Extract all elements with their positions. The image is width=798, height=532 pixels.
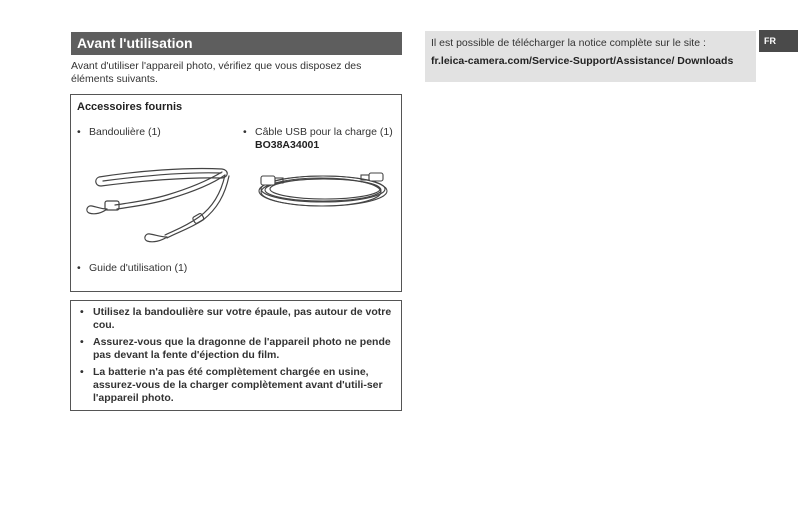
accessory-guide (77, 262, 187, 275)
notes-box (70, 300, 402, 411)
strap-illustration (77, 159, 237, 249)
download-text: Il est possible de télécharger la notice complète sur le site : (431, 37, 706, 49)
note-text: Assurez-vous que la dragonne de l'appareil photo ne pende pas devant la fente d'éjection du film. (93, 336, 391, 361)
accessory-guide-label: Guide d'utilisation (1) (89, 262, 188, 274)
download-link[interactable]: fr.leica-camera.com/Service-Support/Assistance/ Downloads (431, 55, 734, 67)
accessories-title: Accessoires fournis (77, 101, 183, 113)
note-item (77, 306, 393, 332)
accessory-strap (77, 126, 161, 139)
intro-text: Avant d'utiliser l'appareil photo, vérifiez que vous disposez des éléments suivants. (71, 60, 362, 85)
accessory-usb-cable (243, 126, 393, 152)
note-text: Utilisez la bandoulière sur votre épaule, pas autour de votre cou. (93, 306, 392, 331)
bullet: • (80, 336, 84, 348)
download-box (425, 31, 756, 82)
section-title: Avant l'utilisation (71, 32, 402, 55)
bullet: • (77, 126, 81, 138)
accessory-usb-cable-label: Câble USB pour la charge (1) (255, 126, 393, 138)
note-text: La batterie n'a pas été complètement chargée en usine, assurez-vous de la charger complètement avant d'utili-ser l'appareil photo. (93, 366, 383, 404)
language-tab[interactable]: FR (759, 30, 798, 52)
bullet: • (80, 306, 84, 318)
accessory-strap-label: Bandoulière (1) (89, 126, 161, 138)
accessories-box (70, 94, 402, 292)
bullet: • (243, 126, 247, 138)
note-item (77, 336, 393, 362)
note-item (77, 366, 393, 405)
bullet: • (77, 262, 81, 274)
notes-list (77, 306, 393, 405)
bullet: • (80, 366, 84, 378)
usb-cable-illustration (251, 167, 401, 217)
usb-cable-part-number: BO38A34001 (255, 139, 320, 151)
